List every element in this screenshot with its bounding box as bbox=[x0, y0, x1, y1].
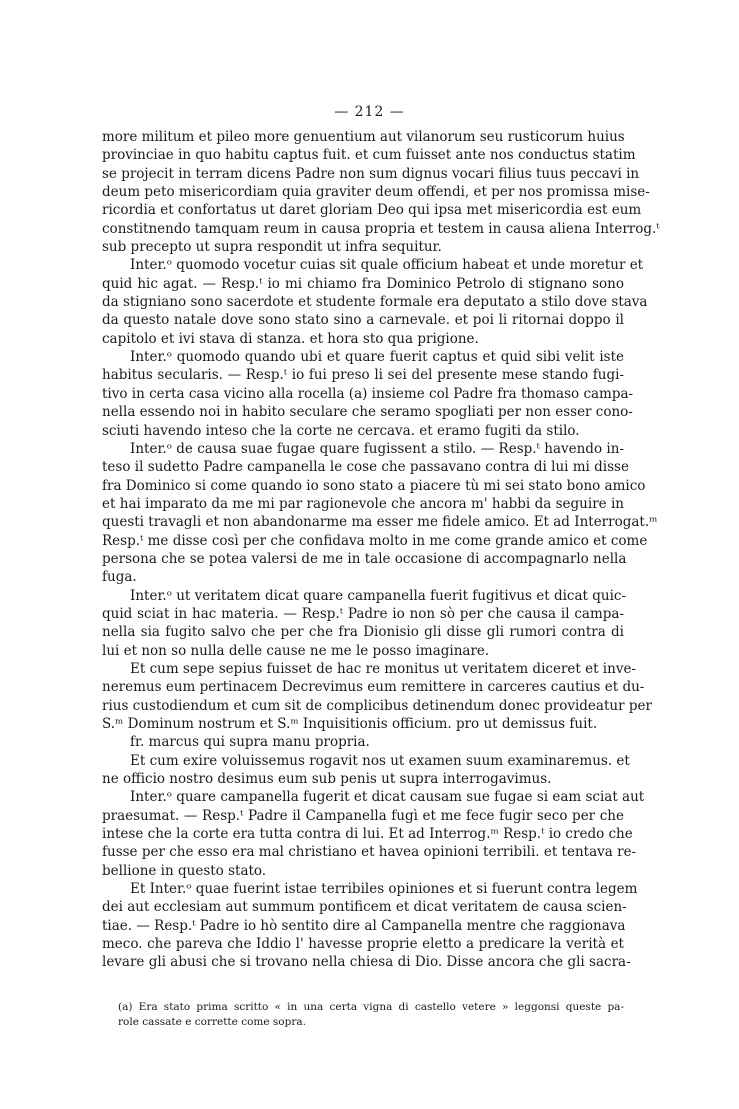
text-line: sub precepto ut supra respondit ut infra sequitur. bbox=[102, 239, 442, 256]
text-line: Resp.ᵗ me disse così per che confidava molto in me come grande amico et come bbox=[102, 532, 648, 549]
text-line: persona che se potea valersi de me in tale occasione di accompagnarlo nella bbox=[102, 550, 627, 567]
text-line: Et cum exire voluissemus rogavit nos ut examen suum examinaremus. et bbox=[130, 752, 630, 769]
text-line: Et cum sepe sepius fuisset de hac re monitus ut veritatem diceret et inve- bbox=[130, 660, 636, 677]
text-line: deum peto misericordiam quia graviter deum offendi, et per nos promissa mise- bbox=[102, 184, 650, 201]
text-line: capitolo et ivi stava di stanza. et hora sto qua prigione. bbox=[102, 330, 479, 347]
text-line: habitus secularis. — Resp.ᵗ io fui preso li sei del presente mese stando fugi- bbox=[102, 367, 624, 384]
text-line: ne officio nostro desimus eum sub penis ut supra interrogavimus. bbox=[102, 771, 552, 788]
text-line: Inter.ᵒ ut veritatem dicat quare campanella fuerit fugitivus et dicat quic- bbox=[130, 587, 627, 604]
text-line: S.ᵐ Dominum nostrum et S.ᵐ Inquisitionis officium. pro ut demissus fuit. bbox=[102, 716, 598, 732]
text-line: tiae. — Resp.ᵗ Padre io hò sentito dire al Campanella mentre che raggionava bbox=[102, 917, 626, 934]
text-line: dei aut ecclesiam aut summum pontificem et dicat veritatem de causa scien- bbox=[102, 899, 627, 916]
text-line: rius custodiendum et cum sit de complicibus detinendum donec provideatur per bbox=[102, 697, 652, 714]
text-line: bellione in questo stato. bbox=[102, 862, 267, 879]
text-line: quid hic agat. — Resp.ᵗ io mi chiamo fra Dominico Petrolo di stignano sono bbox=[102, 275, 624, 292]
text-line: da questo natale dove sono stato sino a carnevale. et poi li ritornai doppo il bbox=[102, 312, 624, 329]
page-number: — 212 — bbox=[334, 104, 405, 120]
text-line: neremus eum pertinacem Decrevimus eum remittere in carceres cautius et du- bbox=[102, 679, 645, 696]
body-text bbox=[102, 128, 660, 972]
text-line: quid sciat in hac materia. — Resp.ᵗ Padre io non sò per che causa il campa- bbox=[102, 605, 624, 622]
text-line: praesumat. — Resp.ᵗ Padre il Campanella fugì et me fece fugir seco per che bbox=[102, 807, 624, 824]
text-line: sciuti havendo inteso che la corte ne cercava. et eramo fugiti da stilo. bbox=[102, 422, 580, 439]
text-line: levare gli abusi che si trovano nella chiesa di Dio. Disse ancora che gli sacra- bbox=[102, 954, 631, 971]
text-line: se projecit in terram dicens Padre non sum dignus vocari filius tuus peccavi in bbox=[102, 165, 640, 182]
text-line: Et Inter.ᵒ quae fuerint istae terribiles opiniones et si fuerunt contra legem bbox=[130, 881, 638, 898]
text-line: more militum et pileo more genuentium aut vilanorum seu rusticorum huius bbox=[102, 129, 625, 145]
text-line: questi travagli et non abandonarme ma esser me fidele amico. Et ad Interrogat.ᵐ bbox=[102, 514, 658, 531]
text-line: fusse per che esso era mal christiano et havea opinioni terribili. et tentava re- bbox=[102, 844, 637, 861]
text-line: tivo in certa casa vicino alla rocella (a) insieme col Padre fra thomaso campa- bbox=[102, 385, 634, 402]
text-line: intese che la corte era tutta contra di lui. Et ad Interrog.ᵐ Resp.ᵗ io credo che bbox=[102, 826, 633, 843]
footnote-line: role cassate e corrette come sopra. bbox=[118, 1016, 306, 1028]
text-line: fuga. bbox=[102, 569, 137, 586]
text-line: ricordia et confortatus ut daret gloriam Deo qui ipsa met misericordia est eum bbox=[102, 202, 642, 219]
footnote-line: (a) Era stato prima scritto « in una certa vigna di castello vetere » leggonsi queste pa- bbox=[118, 1001, 624, 1013]
text-line: fr. marcus qui supra manu propria. bbox=[130, 734, 370, 751]
text-line: et hai imparato da me mi par ragionevole che ancora m' habbi da seguire in bbox=[102, 495, 624, 512]
text-line: Inter.ᵒ de causa suae fugae quare fugissent a stilo. — Resp.ᵗ havendo in- bbox=[130, 440, 624, 457]
text-line: teso il sudetto Padre campanella le cose che passavano contra di lui mi disse bbox=[102, 459, 629, 476]
text-line: Inter.ᵒ quomodo quando ubi et quare fuerit captus et quid sibi velit iste bbox=[130, 349, 624, 366]
footnotes bbox=[118, 1000, 624, 1030]
text-line: nella sia fugito salvo che per che fra Dionisio gli disse gli rumori contra di bbox=[102, 624, 624, 641]
text-line: meco. che pareva che Iddio l' havesse proprie eletto a predicare la verità et bbox=[102, 936, 624, 953]
text-line: da stigniano sono sacerdote et studente formale era deputato a stilo dove stava bbox=[102, 294, 648, 311]
text-line: provinciae in quo habitu captus fuit. et cum fuisset ante nos conductus statim bbox=[102, 147, 636, 164]
text-line: Inter.ᵒ quomodo vocetur cuias sit quale officium habeat et unde moretur et bbox=[130, 257, 644, 274]
text-line: constitnendo tamquam reum in causa propria et testem in causa aliena Interrog.ᵗ bbox=[102, 220, 660, 237]
text-line: lui et non so nulla delle cause ne me le posso imaginare. bbox=[102, 642, 490, 659]
text-line: Inter.ᵒ quare campanella fugerit et dicat causam sue fugae si eam sciat aut bbox=[130, 789, 645, 806]
text-line: fra Dominico si come quando io sono stato a piacere tù mi sei stato bono amico bbox=[102, 477, 646, 494]
text-line: nella essendo noi in habito seculare che seramo spogliati per non esser cono- bbox=[102, 404, 633, 421]
